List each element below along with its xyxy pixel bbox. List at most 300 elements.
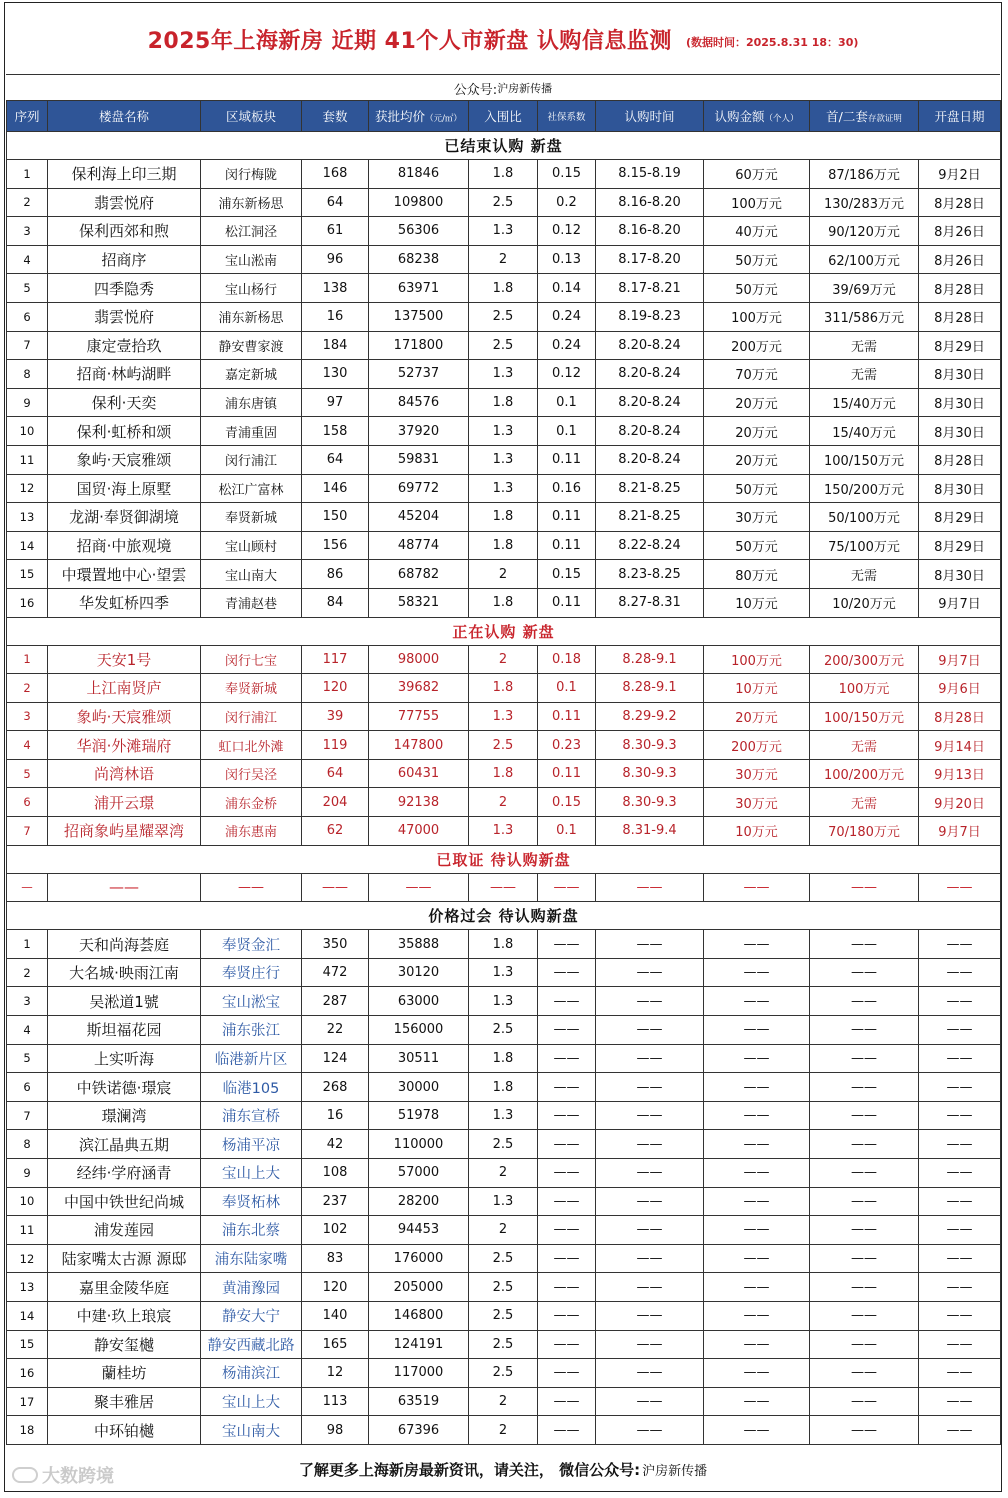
cell-ratio: 1.3 [469,417,538,446]
cell-deposit: —— [810,987,919,1016]
cell-name: 招商·中旅观境 [48,531,201,560]
cell-idx: 5 [7,274,48,303]
cell-price: 171800 [369,331,469,360]
cell-idx: 9 [7,1159,48,1188]
cell-open: —— [919,1359,1001,1388]
cell-ratio: 1.8 [469,274,538,303]
cell-time: —— [596,958,704,987]
cell-price: 57000 [369,1159,469,1188]
cell-time: —— [596,1101,704,1130]
cell-district: 浦东张江 [201,1016,302,1045]
cell-amount: 20万元 [704,702,810,731]
data-timestamp: (数据时间：2025.8.31 18：30) [685,36,859,49]
cell-open: —— [919,1101,1001,1130]
cell-open: 8月30日 [919,360,1001,389]
cell-name: 中国中铁世纪尚城 [48,1187,201,1216]
cell-deposit: 150/200万元 [810,474,919,503]
cell-time: 8.17-8.21 [596,274,704,303]
cell-ratio: 2.5 [469,1244,538,1273]
cell-deposit: —— [810,1244,919,1273]
cell-social: 0.24 [538,302,596,331]
cell-ratio: 2 [469,1159,538,1188]
cell-district: 嘉定新城 [201,360,302,389]
cell-units: 350 [302,930,369,959]
cell-district: 宝山南大 [201,1416,302,1445]
section-title: 已结束认购 新盘 [7,132,1001,160]
cell-open: 8月30日 [919,560,1001,589]
table-row [7,1244,1001,1273]
cell-deposit: 15/40万元 [810,417,919,446]
cell-idx: 6 [7,788,48,817]
cell-amount: —— [704,1301,810,1330]
cell-price: 63519 [369,1387,469,1416]
cell-amount: 70万元 [704,360,810,389]
table-row [7,188,1001,217]
table-row [7,958,1001,987]
cell-open: —— [919,1187,1001,1216]
cell-time: 8.15-8.19 [596,160,704,189]
cell-name: 象屿·天宸雅颂 [48,445,201,474]
cell-idx: 15 [7,1330,48,1359]
table-row [7,1101,1001,1130]
cell-open: 8月26日 [919,217,1001,246]
cell-amount: —— [704,873,810,902]
table-row [7,1044,1001,1073]
cell-social: 0.16 [538,474,596,503]
cell-name: —— [48,873,201,902]
cell-name: 上实听海 [48,1044,201,1073]
cell-deposit: 87/186万元 [810,160,919,189]
cell-name: 保利海上印三期 [48,160,201,189]
cell-social: 0.15 [538,788,596,817]
cell-amount: 50万元 [704,474,810,503]
cell-district: 静安曹家渡 [201,331,302,360]
cell-units: 138 [302,274,369,303]
cell-amount: —— [704,958,810,987]
cell-open: —— [919,1416,1001,1445]
cell-name: 龙湖·奉贤御湖境 [48,503,201,532]
cell-units: 287 [302,987,369,1016]
account-label: 公众号: [453,82,498,98]
cell-amount: 100万元 [704,188,810,217]
cell-units: 12 [302,1359,369,1388]
cell-ratio: 2 [469,1387,538,1416]
cell-ratio: 1.3 [469,217,538,246]
cell-social: —— [538,987,596,1016]
cell-price: 45204 [369,503,469,532]
section-header-certified [7,845,1001,873]
cell-district: 虹口北外滩 [201,731,302,760]
cell-idx: 12 [7,1244,48,1273]
cell-social: —— [538,1016,596,1045]
footer-account: 沪房新传播 [642,1464,708,1479]
cell-time: 8.28-9.1 [596,674,704,703]
cell-social: 0.12 [538,360,596,389]
cell-units: 22 [302,1016,369,1045]
col-header-open: 开盘日期 [919,101,1001,132]
cell-open: 9月6日 [919,674,1001,703]
table-row [7,302,1001,331]
cell-district: 杨浦平凉 [201,1130,302,1159]
cell-units: 117 [302,645,369,674]
cell-idx: 3 [7,217,48,246]
table-row [7,759,1001,788]
cell-time: 8.27-8.31 [596,588,704,617]
cell-amount: —— [704,1044,810,1073]
cell-name: 天安1号 [48,645,201,674]
cell-idx: 7 [7,817,48,846]
cell-amount: 20万元 [704,445,810,474]
cell-time: 8.20-8.24 [596,388,704,417]
cell-amount: 10万元 [704,674,810,703]
cell-amount: 20万元 [704,388,810,417]
cell-price: 37920 [369,417,469,446]
cell-units: 184 [302,331,369,360]
watermark-logo-icon [12,1467,38,1483]
cell-ratio: 1.3 [469,445,538,474]
cell-district: 浦东陆家嘴 [201,1244,302,1273]
cell-idx: 12 [7,474,48,503]
table-row [7,531,1001,560]
cell-name: 嘉里金陵华庭 [48,1273,201,1302]
cell-deposit: —— [810,930,919,959]
cell-time: 8.31-9.4 [596,817,704,846]
cell-idx: 13 [7,503,48,532]
cell-open: 9月13日 [919,759,1001,788]
cell-ratio: 1.3 [469,474,538,503]
cell-units: 16 [302,1101,369,1130]
cell-price: 68782 [369,560,469,589]
cell-units: —— [302,873,369,902]
cell-time: 8.23-8.25 [596,560,704,589]
cell-name: 天和尚海荟庭 [48,930,201,959]
cell-price: 110000 [369,1130,469,1159]
cell-social: —— [538,1101,596,1130]
cell-ratio: 2.5 [469,1016,538,1045]
cell-price: 205000 [369,1273,469,1302]
cell-social: 0.11 [538,702,596,731]
cell-district: 松江广富林 [201,474,302,503]
cell-district: 浦东宣桥 [201,1101,302,1130]
cell-ratio: 2 [469,788,538,817]
cell-name: 招商·林屿湖畔 [48,360,201,389]
cell-social: 0.11 [538,531,596,560]
cell-open: 9月20日 [919,788,1001,817]
cell-open: 9月2日 [919,160,1001,189]
deposit-label: 首/二套 [826,109,868,124]
cell-time: —— [596,1130,704,1159]
cell-district: 闵行浦江 [201,702,302,731]
section-title: 正在认购 新盘 [7,617,1001,645]
table-row [7,331,1001,360]
cell-deposit: —— [810,1330,919,1359]
cell-idx: 11 [7,445,48,474]
cell-units: 102 [302,1216,369,1245]
cell-amount: —— [704,1187,810,1216]
cell-units: 268 [302,1073,369,1102]
cell-ratio: 1.8 [469,759,538,788]
cell-open: 8月30日 [919,417,1001,446]
cell-deposit: —— [810,873,919,902]
cell-district: 宝山南大 [201,560,302,589]
cell-price: 77755 [369,702,469,731]
cell-social: 0.1 [538,674,596,703]
cell-units: 130 [302,360,369,389]
cell-price: 28200 [369,1187,469,1216]
cell-amount: —— [704,987,810,1016]
cell-price: 39682 [369,674,469,703]
cell-deposit: —— [810,1159,919,1188]
cell-open: —— [919,1130,1001,1159]
cell-deposit: 39/69万元 [810,274,919,303]
table-row [7,1330,1001,1359]
cell-open: 8月30日 [919,474,1001,503]
cell-amount: 50万元 [704,245,810,274]
cell-social: —— [538,1073,596,1102]
cell-name: 吴淞道1號 [48,987,201,1016]
cell-idx: — [7,873,48,902]
cell-open: 9月14日 [919,731,1001,760]
cell-price: 60431 [369,759,469,788]
cell-amount: —— [704,1387,810,1416]
cell-open: —— [919,1387,1001,1416]
table-row [7,474,1001,503]
cell-units: 158 [302,417,369,446]
cell-units: 97 [302,388,369,417]
table-row [7,560,1001,589]
cell-social: 0.11 [538,503,596,532]
cell-idx: 11 [7,1216,48,1245]
col-header-units: 套数 [302,101,369,132]
cell-ratio: 2.5 [469,331,538,360]
cell-social: —— [538,1301,596,1330]
cell-deposit: 100万元 [810,674,919,703]
cell-open: 9月7日 [919,817,1001,846]
cell-units: 140 [302,1301,369,1330]
cell-time: 8.17-8.20 [596,245,704,274]
amount-unit: （个人） [764,114,799,124]
table-row [7,731,1001,760]
cell-social: 0.15 [538,160,596,189]
cell-district: 奉贤柘林 [201,1187,302,1216]
table-row [7,388,1001,417]
cell-deposit: 无需 [810,731,919,760]
cell-price: 176000 [369,1244,469,1273]
cell-time: 8.16-8.20 [596,188,704,217]
cell-amount: —— [704,1416,810,1445]
cell-units: 472 [302,958,369,987]
cell-idx: 1 [7,160,48,189]
cell-units: 120 [302,674,369,703]
cell-name: 翡雲悦府 [48,188,201,217]
cell-district: 宝山杨行 [201,274,302,303]
cell-amount: —— [704,1073,810,1102]
cell-social: 0.13 [538,245,596,274]
cell-amount: 30万元 [704,759,810,788]
cell-time: —— [596,1330,704,1359]
cell-deposit: —— [810,1016,919,1045]
watermark [12,1462,114,1488]
cell-social: —— [538,1244,596,1273]
table-row [7,873,1001,902]
cell-price: 146800 [369,1301,469,1330]
cell-open: —— [919,1301,1001,1330]
cell-name: 陆家嘴太古源 源邸 [48,1244,201,1273]
cell-ratio: 2.5 [469,1130,538,1159]
cell-idx: 17 [7,1387,48,1416]
col-header-ratio: 入围比 [469,101,538,132]
cell-idx: 6 [7,1073,48,1102]
cell-ratio: 2.5 [469,302,538,331]
cell-price: 30120 [369,958,469,987]
cell-deposit: —— [810,958,919,987]
cell-ratio: 2 [469,560,538,589]
cell-social: —— [538,1159,596,1188]
cell-idx: 14 [7,1301,48,1330]
cell-open: 9月7日 [919,645,1001,674]
table-row [7,987,1001,1016]
cell-amount: 60万元 [704,160,810,189]
cell-idx: 3 [7,987,48,1016]
cell-amount: —— [704,1359,810,1388]
cell-units: 146 [302,474,369,503]
cell-price: 98000 [369,645,469,674]
cell-price: 68238 [369,245,469,274]
table-row [7,160,1001,189]
cell-price: 124191 [369,1330,469,1359]
cell-district: 奉贤新城 [201,674,302,703]
cell-amount: —— [704,1273,810,1302]
cell-district: 浦东北蔡 [201,1216,302,1245]
cell-amount: —— [704,1159,810,1188]
cell-time: —— [596,987,704,1016]
cell-deposit: —— [810,1359,919,1388]
cell-name: 华润·外滩瑞府 [48,731,201,760]
cell-amount: 20万元 [704,417,810,446]
cell-units: 98 [302,1416,369,1445]
cell-time: 8.29-9.2 [596,702,704,731]
cell-ratio: 2.5 [469,731,538,760]
cell-units: 62 [302,817,369,846]
cell-idx: 10 [7,417,48,446]
cell-amount: 30万元 [704,503,810,532]
footer [6,1449,1000,1490]
cell-district: 浦东唐镇 [201,388,302,417]
cell-name: 聚丰雅居 [48,1387,201,1416]
table-row [7,1216,1001,1245]
cell-deposit: 无需 [810,331,919,360]
table-row [7,702,1001,731]
cell-social: —— [538,930,596,959]
cell-idx: 18 [7,1416,48,1445]
cell-amount: —— [704,1244,810,1273]
cell-units: 120 [302,1273,369,1302]
table-row [7,503,1001,532]
cell-social: 0.11 [538,445,596,474]
cell-units: 16 [302,302,369,331]
table-row [7,217,1001,246]
cell-social: 0.2 [538,188,596,217]
col-header-idx: 序列 [7,101,48,132]
cell-open: —— [919,1273,1001,1302]
cell-open: —— [919,873,1001,902]
cell-price: 59831 [369,445,469,474]
cell-idx: 4 [7,1016,48,1045]
cell-deposit: 200/300万元 [810,645,919,674]
cell-district: 青浦重固 [201,417,302,446]
cell-open: 8月28日 [919,702,1001,731]
cell-amount: 80万元 [704,560,810,589]
cell-name: 华发虹桥四季 [48,588,201,617]
cell-deposit: —— [810,1130,919,1159]
cell-name: 招商象屿星耀翠湾 [48,817,201,846]
cell-name: 四季隐秀 [48,274,201,303]
cell-amount: 200万元 [704,731,810,760]
cell-open: 8月29日 [919,531,1001,560]
cell-social: —— [538,873,596,902]
cell-units: 113 [302,1387,369,1416]
cell-idx: 1 [7,645,48,674]
cell-idx: 15 [7,560,48,589]
cell-time: —— [596,1244,704,1273]
cell-deposit: —— [810,1387,919,1416]
cell-name: 浦发莲园 [48,1216,201,1245]
table-row [7,1187,1001,1216]
account-line [6,74,1000,101]
cell-idx: 7 [7,331,48,360]
cell-price: 48774 [369,531,469,560]
section-header-price_passed [7,902,1001,930]
cell-name: 中铁诺德·璟宸 [48,1073,201,1102]
cell-district: —— [201,873,302,902]
cell-open: 8月28日 [919,302,1001,331]
cell-district: 浦东新杨思 [201,302,302,331]
table-row [7,788,1001,817]
table-row [7,674,1001,703]
cell-district: 闵行梅陇 [201,160,302,189]
cell-district: 临港105 [201,1073,302,1102]
cell-ratio: 1.3 [469,817,538,846]
cell-deposit: 100/150万元 [810,702,919,731]
cell-units: 39 [302,702,369,731]
cell-idx: 13 [7,1273,48,1302]
cell-name: 大名城·映雨江南 [48,958,201,987]
section-header-ended [7,132,1001,160]
cell-name: 保利西郊和煦 [48,217,201,246]
col-header-district: 区域板块 [201,101,302,132]
cell-time: —— [596,1387,704,1416]
cell-district: 闵行浦江 [201,445,302,474]
table-row [7,1073,1001,1102]
section-title: 已取证 待认购新盘 [7,845,1001,873]
col-header-amount [704,101,810,132]
cell-ratio: 1.3 [469,1101,538,1130]
footer-text: 了解更多上海新房最新资讯，请关注， 微信公众号: [298,1461,641,1479]
cell-time: 8.21-8.25 [596,503,704,532]
cell-amount: 10万元 [704,588,810,617]
cell-deposit: —— [810,1273,919,1302]
table-row [7,817,1001,846]
cell-ratio: 1.8 [469,1044,538,1073]
cell-social: —— [538,1416,596,1445]
cell-idx: 16 [7,1359,48,1388]
cell-price: 30000 [369,1073,469,1102]
col-header-name: 楼盘名称 [48,101,201,132]
cell-price: 147800 [369,731,469,760]
cell-time: 8.20-8.24 [596,331,704,360]
cell-district: 宝山上大 [201,1159,302,1188]
cell-open: —— [919,1016,1001,1045]
